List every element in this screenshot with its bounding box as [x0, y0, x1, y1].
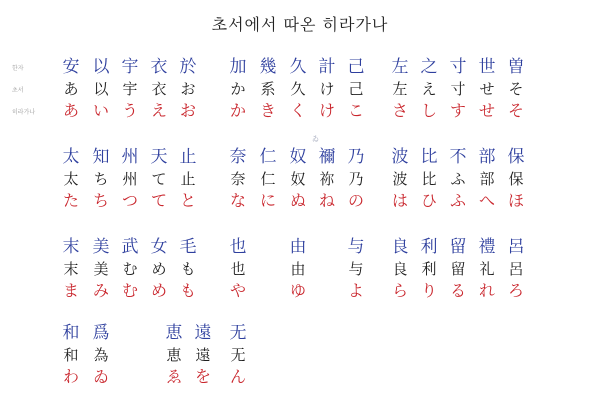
- kanji-char: 美: [92, 237, 110, 257]
- char-column: [312, 146, 342, 212]
- kanji-char: 左: [391, 57, 409, 77]
- cursive-char: 留: [450, 260, 466, 278]
- cursive-char: 美: [93, 260, 109, 278]
- char-column: [56, 146, 86, 212]
- cursive-char: 衣: [151, 80, 167, 98]
- kanji-char: 久: [289, 57, 307, 77]
- char-column: [223, 322, 253, 388]
- hiragana-char: さ: [391, 101, 408, 120]
- margin-note: ゐ: [312, 135, 319, 143]
- kanji-char: 以: [92, 57, 110, 77]
- kanji-char: 衣: [150, 57, 168, 77]
- kanji-char: 奈: [229, 147, 247, 167]
- cursive-char: 也: [230, 260, 246, 278]
- row-label-cursive: 초서: [12, 87, 24, 94]
- kanji-char: 毛: [179, 237, 197, 257]
- hiragana-char: い: [92, 101, 109, 120]
- cursive-char: 己: [348, 80, 364, 98]
- char-column: [283, 236, 313, 302]
- kanji-char: 恵: [165, 323, 183, 343]
- hiragana-char: ら: [391, 281, 408, 300]
- cursive-char: む: [122, 260, 138, 278]
- char-column: [472, 236, 502, 302]
- char-column: [414, 56, 444, 122]
- cursive-char: 波: [392, 170, 408, 188]
- char-column: [144, 236, 174, 302]
- page-title: 초서에서 따온 히라가나: [211, 15, 389, 34]
- cursive-char: 系: [260, 80, 276, 98]
- cursive-char: 保: [508, 170, 524, 188]
- kanji-char: 太: [62, 147, 80, 167]
- char-column: [283, 146, 313, 212]
- hiragana-char: り: [420, 281, 437, 300]
- cursive-char: 為: [93, 346, 109, 364]
- char-column: [159, 322, 189, 388]
- kanji-char: 安: [62, 57, 80, 77]
- kanji-char: 遠: [194, 323, 212, 343]
- cursive-char: あ: [63, 80, 79, 98]
- hiragana-char: す: [449, 101, 466, 120]
- cursive-char: 由: [290, 260, 306, 278]
- hiragana-char: の: [347, 191, 364, 210]
- cursive-char: 奈: [230, 170, 246, 188]
- hiragana-char: ゆ: [289, 281, 306, 300]
- kanji-char: 良: [391, 237, 409, 257]
- char-column: [341, 146, 371, 212]
- kanji-char: 仁: [259, 147, 277, 167]
- cursive-char: 与: [348, 260, 364, 278]
- kanji-char: 州: [121, 147, 139, 167]
- group-3: [0, 236, 600, 306]
- cursive-char: 和: [63, 346, 79, 364]
- cursive-char: 礼: [479, 260, 495, 278]
- kanji-char: 乃: [347, 147, 365, 167]
- kanji-char: 末: [62, 237, 80, 257]
- cursive-char: て: [151, 170, 167, 188]
- hiragana-char: こ: [347, 101, 364, 120]
- char-column: [86, 146, 116, 212]
- cursive-char: 太: [63, 170, 79, 188]
- kanji-char: 保: [507, 147, 525, 167]
- char-column: [414, 236, 444, 302]
- char-column: [501, 146, 531, 212]
- kanji-char: 止: [179, 147, 197, 167]
- hiragana-char: と: [179, 191, 196, 210]
- hiragana-char: ふ: [449, 191, 466, 210]
- cursive-char: 比: [421, 170, 437, 188]
- hiragana-char: も: [179, 281, 196, 300]
- cursive-char: め: [151, 260, 167, 278]
- hiragana-char: ね: [318, 191, 335, 210]
- hiragana-char: ほ: [507, 191, 524, 210]
- kanji-char: 己: [347, 57, 365, 77]
- kanji-char: 禰: [318, 147, 336, 167]
- char-column: [115, 146, 145, 212]
- cursive-char: 宇: [122, 80, 138, 98]
- char-column: [86, 322, 116, 388]
- char-column: [173, 146, 203, 212]
- cursive-char: お: [180, 80, 196, 98]
- char-column: [115, 236, 145, 302]
- kanji-char: 曽: [507, 57, 525, 77]
- hiragana-char: き: [259, 101, 276, 120]
- char-column: [414, 146, 444, 212]
- kanji-char: 宇: [121, 57, 139, 77]
- kanji-char: 留: [449, 237, 467, 257]
- hiragana-char: お: [179, 101, 196, 120]
- kanji-char: 部: [478, 147, 496, 167]
- hiragana-char: ろ: [507, 281, 524, 300]
- kanji-char: 武: [121, 237, 139, 257]
- row-label-kanji: 한자: [12, 65, 24, 72]
- cursive-char: ふ: [450, 170, 466, 188]
- char-column: [56, 236, 86, 302]
- kanji-char: 无: [229, 323, 247, 343]
- char-column: [472, 146, 502, 212]
- kanji-char: 不: [449, 147, 467, 167]
- hiragana-char: よ: [347, 281, 364, 300]
- kanji-char: 天: [150, 147, 168, 167]
- cursive-char: 以: [93, 80, 109, 98]
- hiragana-char: し: [420, 101, 437, 120]
- kanji-char: 加: [229, 57, 247, 77]
- char-column: [86, 236, 116, 302]
- kanji-char: 之: [420, 57, 438, 77]
- hiragana-char: あ: [62, 101, 79, 120]
- cursive-char: え: [421, 80, 437, 98]
- char-column: [56, 322, 86, 388]
- hiragana-char: へ: [478, 191, 495, 210]
- hiragana-char: な: [229, 191, 246, 210]
- hiragana-char: う: [121, 101, 138, 120]
- char-column: [144, 56, 174, 122]
- cursive-char: 末: [63, 260, 79, 278]
- kanji-char: 知: [92, 147, 110, 167]
- cursive-char: 良: [392, 260, 408, 278]
- hiragana-char: め: [150, 281, 167, 300]
- kanji-char: 由: [289, 237, 307, 257]
- cursive-char: も: [180, 260, 196, 278]
- hiragana-char: ま: [62, 281, 79, 300]
- cursive-char: 仁: [260, 170, 276, 188]
- cursive-char: 奴: [290, 170, 306, 188]
- char-column: [188, 322, 218, 388]
- hiragana-char: ゑ: [165, 367, 182, 386]
- char-column: [223, 146, 253, 212]
- group-4: [0, 322, 600, 392]
- hiragana-char: た: [62, 191, 79, 210]
- cursive-char: 呂: [508, 260, 524, 278]
- kanji-char: 比: [420, 147, 438, 167]
- hiragana-char: け: [318, 101, 335, 120]
- cursive-char: 利: [421, 260, 437, 278]
- hiragana-char: ち: [92, 191, 109, 210]
- char-column: [283, 56, 313, 122]
- kanji-char: 也: [229, 237, 247, 257]
- char-column: [443, 56, 473, 122]
- cursive-char: 寸: [450, 80, 466, 98]
- hiragana-char: ん: [229, 367, 246, 386]
- kanji-char: 和: [62, 323, 80, 343]
- cursive-char: 久: [290, 80, 306, 98]
- kanji-char: 寸: [449, 57, 467, 77]
- char-column: [472, 56, 502, 122]
- hiragana-char: そ: [507, 101, 524, 120]
- cursive-char: か: [230, 80, 246, 98]
- kanji-char: 奴: [289, 147, 307, 167]
- cursive-char: 止: [180, 170, 196, 188]
- hiragana-char: に: [259, 191, 276, 210]
- hiragana-char: れ: [478, 281, 495, 300]
- char-column: [443, 236, 473, 302]
- cursive-char: 遠: [195, 346, 211, 364]
- char-column: [173, 56, 203, 122]
- kanji-char: 禮: [478, 237, 496, 257]
- hiragana-char: ゐ: [92, 367, 109, 386]
- hiragana-char: ひ: [420, 191, 437, 210]
- cursive-char: 乃: [348, 170, 364, 188]
- char-column: [312, 56, 342, 122]
- char-column: [501, 236, 531, 302]
- hiragana-char: む: [121, 281, 138, 300]
- char-column: [443, 146, 473, 212]
- char-column: [253, 56, 283, 122]
- kanji-char: 女: [150, 237, 168, 257]
- kanji-char: 世: [478, 57, 496, 77]
- group-1: [0, 56, 600, 126]
- hiragana-char: は: [391, 191, 408, 210]
- char-column: [86, 56, 116, 122]
- char-column: [173, 236, 203, 302]
- hiragana-char: て: [150, 191, 167, 210]
- hiragana-char: つ: [121, 191, 138, 210]
- kanji-char: 呂: [507, 237, 525, 257]
- cursive-char: せ: [479, 80, 495, 98]
- char-column: [341, 56, 371, 122]
- char-column: [56, 56, 86, 122]
- kanji-char: 幾: [259, 57, 277, 77]
- kanji-char: 波: [391, 147, 409, 167]
- cursive-char: 祢: [319, 170, 335, 188]
- char-column: [253, 146, 283, 212]
- char-column: [501, 56, 531, 122]
- group-2: [0, 146, 600, 216]
- cursive-char: 无: [230, 346, 246, 364]
- hiragana-char: か: [229, 101, 246, 120]
- kanji-char: 爲: [92, 323, 110, 343]
- cursive-char: け: [319, 80, 335, 98]
- hiragana-char: や: [229, 281, 246, 300]
- hiragana-char: わ: [62, 367, 79, 386]
- char-column: [385, 146, 415, 212]
- char-column: [341, 236, 371, 302]
- hiragana-char: ぬ: [289, 191, 306, 210]
- char-column: [385, 236, 415, 302]
- char-column: [385, 56, 415, 122]
- cursive-char: 恵: [166, 346, 182, 364]
- hiragana-char: え: [150, 101, 167, 120]
- hiragana-char: る: [449, 281, 466, 300]
- hiragana-char: せ: [478, 101, 495, 120]
- hiragana-char: く: [289, 101, 306, 120]
- kanji-char: 於: [179, 57, 197, 77]
- kanji-char: 計: [318, 57, 336, 77]
- cursive-char: 州: [122, 170, 138, 188]
- cursive-char: 左: [392, 80, 408, 98]
- char-column: [223, 236, 253, 302]
- kanji-char: 与: [347, 237, 365, 257]
- row-label-hiragana: 히라가나: [12, 109, 36, 116]
- hiragana-char: を: [194, 367, 211, 386]
- char-column: [115, 56, 145, 122]
- cursive-char: そ: [508, 80, 524, 98]
- cursive-char: ち: [93, 170, 109, 188]
- char-column: [144, 146, 174, 212]
- cursive-char: 部: [479, 170, 495, 188]
- hiragana-char: み: [92, 281, 109, 300]
- kanji-char: 利: [420, 237, 438, 257]
- char-column: [223, 56, 253, 122]
